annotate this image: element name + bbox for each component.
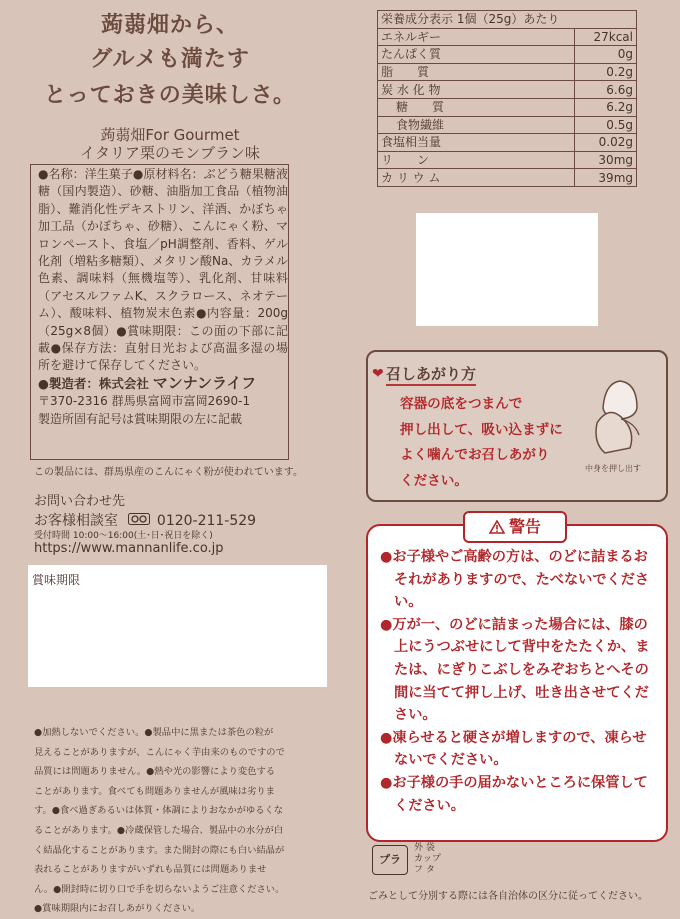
konjac-note: この製品には、群馬県産のこんにゃく粉が使われています。 <box>34 467 303 478</box>
nutrition-value: 6.6g <box>575 81 637 99</box>
nutrition-value: 0.2g <box>575 63 637 81</box>
ingredients-panel <box>38 166 288 428</box>
howto-line: 容器の底をつまんで <box>400 396 523 412</box>
note-line: す。●食べ過ぎあるいは体質・体調によりおなかがゆるくな <box>34 805 284 817</box>
note-line: 見えることがありますが、こんにゃく芋由来のものですので <box>34 746 285 758</box>
manufacturer-address: 〒370-2316 群馬県富岡市富岡2690-1 <box>38 394 251 409</box>
nutrition-row <box>378 98 637 116</box>
nutrition-row <box>378 63 637 81</box>
howto-line: ください。 <box>400 472 468 489</box>
nutrition-label: たんぱく質 <box>378 46 575 64</box>
nutrition-value: 0.02g <box>575 134 637 152</box>
nutrition-row <box>378 134 637 152</box>
warning-item: ●凍らせると硬さが増しますので、凍らせないでください。 <box>380 729 647 769</box>
tagline-line-2: グルメも満たす <box>90 46 250 72</box>
warning-title: 警告 <box>508 517 541 536</box>
recycle-part: フ タ <box>414 865 435 875</box>
best-before-label: 賞味期限 <box>32 573 81 587</box>
nutrition-row <box>378 81 637 99</box>
note-line: ●加熱しないでください。●製品中に黒または茶色の粒が <box>34 727 274 738</box>
nutrition-value: 27kcal <box>575 28 637 46</box>
recycle-note: ごみとして分別する際には各自治体の区分に従ってください。 <box>368 891 648 902</box>
note-line: ることがあります。●冷蔵保管した場合、製品中の水分が白 <box>34 824 284 836</box>
warning-triangle-icon <box>489 515 505 542</box>
recycle-part: カップ <box>414 854 441 864</box>
nutrition-value: 0g <box>575 46 637 64</box>
nutrition-label: 糖 質 <box>378 98 575 116</box>
recycle-part: 外 袋 <box>414 843 435 853</box>
manufacturer-label: ●製造者：株式会社 <box>38 375 149 391</box>
note-line: 表れることがありますがいずれも品質には問題ありませ <box>34 864 267 876</box>
nutrition-label: カ リ ウ ム <box>378 169 575 187</box>
nutrition-header: 栄養成分表示 1個（25g）あたり <box>378 11 637 29</box>
squeeze-illustration-icon <box>585 363 655 463</box>
howto-line: よく噛んでお召しあがり <box>400 447 550 463</box>
ingredients-text: ●名称：洋生菓子●原材料名：ぶどう糖果糖液糖（国内製造）、砂糖、油脂加工食品（植物油脂）、難消化性デキストリン、洋酒、かぼちゃ加工品（かぼちゃ、砂糖）、こんにゃく粉、マロンペースト、食塩／pH調整剤、香料、ゲル化剤（増粘多糖類）、メタリン酸Na、カラメル色素、調味料（無機塩等）、乳化剤、甘味料（アセスルファムK、スクラロース、ネオテーム）、酸味料、植物炭末色素●内容量：200g（25g×8個）●賞味期限：この面の下部に記載●保存方法：直射日光および高温多湿の場所を避けて保存してください。 <box>38 167 288 373</box>
heart-icon: ❤ <box>372 366 384 382</box>
inquiry-title: お問い合わせ先 <box>34 494 126 509</box>
howto-text <box>400 392 563 494</box>
howto-title: 召しあがり方 <box>386 363 476 386</box>
inquiry-phone-row <box>34 510 256 530</box>
product-name-line-2: イタリア栗のモンブラン味 <box>79 144 260 162</box>
tagline-line-1: 蒟蒻畑から、 <box>100 12 239 38</box>
usage-notes <box>34 723 319 919</box>
nutrition-value: 6.2g <box>575 98 637 116</box>
inquiry-url[interactable]: https://www.mannanlife.co.jp <box>34 541 224 556</box>
recycle-mark-label: プラ <box>379 853 401 866</box>
tagline-line-3: とっておきの美味しさ。 <box>44 82 296 108</box>
nutrition-row <box>378 46 637 64</box>
warning-list <box>380 546 660 817</box>
note-line: ん。●開封時に切り口で手を切らないようご注意ください。 <box>34 883 285 895</box>
nutrition-row <box>378 169 637 187</box>
nutrition-row <box>378 28 637 46</box>
note-line: 品質には問題ありません。●熱や光の影響により変色する <box>34 766 276 778</box>
phone-icon <box>128 513 150 529</box>
blank-label-area <box>416 213 598 326</box>
illustration-caption: 中身を押し出す <box>585 464 641 473</box>
product-name-line-1: 蒟蒻畑For Gourmet <box>100 126 240 144</box>
manufacturer-brand: マンナンライフ <box>152 373 257 392</box>
nutrition-label: 食塩相当量 <box>378 134 575 152</box>
nutrition-row <box>378 151 637 169</box>
warning-item: ●お子様の手の届かないところに保管してください。 <box>380 774 648 814</box>
inquiry-hours: 受付時間 10:00〜16:00(土･日･祝日を除く) <box>34 531 213 541</box>
nutrition-row <box>378 116 637 134</box>
recycle-parts <box>414 843 441 876</box>
inquiry-dept: お客様相談室 <box>34 513 118 529</box>
nutrition-value: 0.5g <box>575 116 637 134</box>
plastic-recycle-icon <box>372 845 408 875</box>
nutrition-label: 食物繊維 <box>378 116 575 134</box>
nutrition-value: 30mg <box>575 151 637 169</box>
best-before-box <box>28 565 327 687</box>
warning-badge <box>463 511 567 543</box>
manufacturer-note: 製造所固有記号は賞味期限の左に記載 <box>38 411 243 426</box>
note-line: ●賞味期限内にお召しあがりください。 <box>34 903 201 915</box>
warning-item: ●万が一、のどに詰まった場合には、膝の上にうつぶせにして背中をたたくか、または、にぎりこぶしをみぞおちとへその間に当てて押し上げ、吐き出させてください。 <box>380 616 650 724</box>
nutrition-value: 39mg <box>575 169 637 187</box>
nutrition-label: エネルギー <box>378 28 575 46</box>
nutrition-header-row <box>378 11 637 29</box>
note-line: ことがあります。食べても問題ありませんが風味は劣りま <box>34 785 275 797</box>
nutrition-label: 炭 水 化 物 <box>378 81 575 99</box>
nutrition-label: 脂 質 <box>378 63 575 81</box>
manufacturer-row <box>38 375 288 393</box>
howto-line: 押し出して、吸い込まずに <box>400 421 563 438</box>
warning-item: ●お子様やご高齢の方は、のどに詰まるおそれがありますので、たべないでください。 <box>380 549 650 611</box>
note-line: く結晶化することがあります。また開封の際にも白い結晶が <box>34 844 285 856</box>
inquiry-phone: 0120-211-529 <box>156 513 257 529</box>
nutrition-label: リ ン <box>378 151 575 169</box>
nutrition-table <box>377 10 637 187</box>
